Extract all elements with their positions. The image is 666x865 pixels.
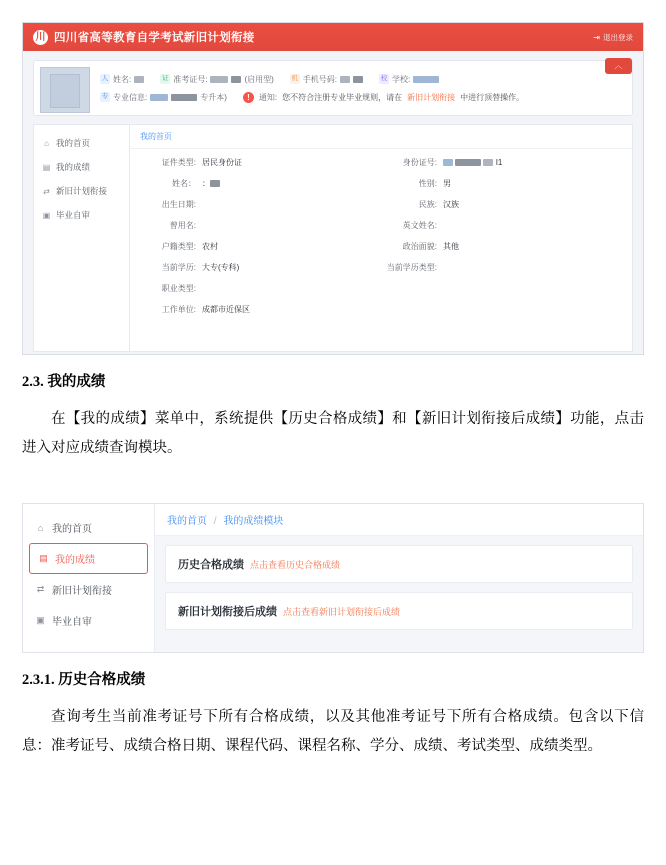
form-row: 英文姓名: (402, 221, 437, 230)
sidebar (23, 504, 155, 652)
content-panel (129, 124, 633, 352)
sidebar-item-plan-link[interactable] (34, 179, 129, 203)
card-title: 新旧计划衔接后成绩 (178, 606, 277, 618)
sidebar-item-graduation[interactable] (34, 203, 129, 227)
doc-icon: ▤ (42, 162, 51, 172)
user-icon: 人 (101, 75, 109, 82)
form-row: 证件类型: 居民身份证 (161, 158, 242, 167)
redacted-value (413, 76, 439, 83)
exit-icon: ⇥ (593, 32, 600, 42)
card-icon: 证 (161, 75, 169, 82)
section-heading-2-3: 2.3. 我的成绩 (22, 374, 106, 390)
redacted-value (171, 94, 197, 101)
profile-form (130, 149, 632, 315)
field-school: 校 学校: (379, 74, 439, 85)
cap-icon: ▣ (42, 210, 51, 220)
sidebar-item-label: 我的首页 (56, 138, 91, 148)
sidebar-item-home[interactable] (23, 512, 154, 543)
form-row: 政治面貌: 其他 (402, 242, 459, 251)
card-title: 历史合格成绩 (178, 559, 244, 571)
logout-label: 退出登录 (603, 32, 633, 42)
sidebar-item-label: 毕业自审 (52, 617, 92, 628)
form-row: 身份证号: I1 (402, 158, 503, 167)
sidebar (33, 124, 129, 352)
section-paragraph-2-3: 在【我的成绩】菜单中，系统提供【历史合格成绩】和【新旧计划衔接后成绩】功能，点击进入对应成绩查询模块。 (22, 411, 644, 456)
info-row-2 (100, 92, 626, 103)
link-icon: ⇄ (36, 584, 45, 594)
form-row: 曾用名: (169, 221, 196, 230)
breadcrumb (155, 504, 643, 536)
notice-text-after: 中进行顶替操作。 (460, 92, 525, 102)
phone-icon: 机 (291, 75, 299, 82)
redacted-value (340, 76, 350, 83)
form-row: 出生日期: (161, 200, 196, 209)
app-title: 四川省高等教育自学考试新旧计划衔接 (54, 32, 255, 44)
breadcrumb-separator: / (213, 516, 217, 527)
sidebar-item-label: 毕业自审 (56, 210, 91, 220)
field-name: 人 姓名: (100, 74, 144, 85)
sidebar-item-plan-link[interactable] (23, 574, 154, 605)
card-history-scores[interactable] (165, 545, 633, 583)
redacted-value (210, 76, 228, 83)
screenshot-my-scores (22, 503, 644, 653)
sidebar-item-scores[interactable] (29, 543, 148, 574)
form-row: 职业类型: (161, 284, 196, 293)
form-row: 当前学历类型: (386, 263, 437, 272)
student-info-card (33, 60, 633, 116)
card-linked-scores[interactable] (165, 592, 633, 630)
form-row: 姓名： ： (140, 178, 381, 189)
doc-icon: ▤ (39, 553, 48, 563)
content-panel (155, 504, 643, 652)
screenshot-my-homepage (22, 22, 644, 355)
form-row: 民族: 汉族 (418, 200, 459, 209)
form-row: 性别: 男 (418, 179, 451, 188)
redacted-value (150, 94, 168, 101)
app-header (23, 23, 643, 51)
avatar (40, 67, 90, 113)
breadcrumb-item-scores[interactable]: 我的成绩模块 (223, 516, 284, 527)
logout-button[interactable] (593, 32, 633, 43)
notice-message: ! 通知: 您不符合注册专业毕业规则，请在 新旧计划衔接 中进行顶替操作。 (243, 92, 524, 103)
form-row: 工作单位: 成都市近保区 (161, 305, 250, 314)
sidebar-item-label: 新旧计划衔接 (52, 586, 112, 597)
form-row: 当前学历: 大专(专科) (161, 263, 240, 272)
section-paragraph-2-3-1: 查询考生当前准考证号下所有合格成绩，以及其他准考证号下所有合格成绩。包含以下信息：准考证号、成绩合格日期、课程代码、课程名称、学分、成绩、考试类型、成绩类型。 (22, 709, 644, 754)
redacted-value (231, 76, 241, 83)
form-row (381, 283, 622, 294)
warning-icon: ! (243, 92, 254, 103)
breadcrumb: 我的首页 (130, 125, 632, 149)
sidebar-item-home[interactable] (34, 131, 129, 155)
notice-link[interactable]: 新旧计划衔接 (407, 92, 456, 102)
field-major: 专 专业信息: 专升本) (101, 92, 227, 102)
section-heading-2-3-1: 2.3.1. 历史合格成绩 (22, 672, 146, 688)
book-icon: 专 (101, 93, 109, 100)
link-icon: ⇄ (43, 186, 50, 196)
form-row (381, 304, 622, 315)
sidebar-item-label: 我的首页 (52, 524, 92, 535)
home-icon: ⌂ (37, 522, 44, 533)
info-row-1 (100, 74, 626, 85)
circle-logo-icon: 川 (33, 30, 48, 45)
sidebar-item-graduation[interactable] (23, 605, 154, 636)
breadcrumb-item-home[interactable]: 我的首页 (167, 516, 207, 527)
sidebar-item-scores[interactable] (34, 155, 129, 179)
redacted-value (353, 76, 363, 83)
sidebar-item-label: 新旧计划衔接 (56, 186, 108, 196)
field-exam-number: 证 准考证号: (启用型) (161, 74, 274, 84)
card-subtitle: 点击查看历史合格成绩 (250, 560, 341, 570)
cap-icon: ▣ (36, 615, 45, 625)
chevron-up-icon[interactable]: ︿ (605, 58, 632, 74)
sidebar-item-label: 我的成绩 (55, 555, 95, 566)
school-icon: 校 (380, 75, 388, 82)
sidebar-item-label: 我的成绩 (56, 162, 91, 172)
card-subtitle: 点击查看新旧计划衔接后成绩 (283, 607, 401, 617)
redacted-value (134, 76, 144, 83)
field-phone: 机 手机号码: (290, 74, 363, 85)
home-icon: ⌂ (44, 138, 49, 148)
form-row: 户籍类型: 农村 (161, 242, 218, 251)
notice-text: 您不符合注册专业毕业规则，请在 (282, 92, 403, 102)
